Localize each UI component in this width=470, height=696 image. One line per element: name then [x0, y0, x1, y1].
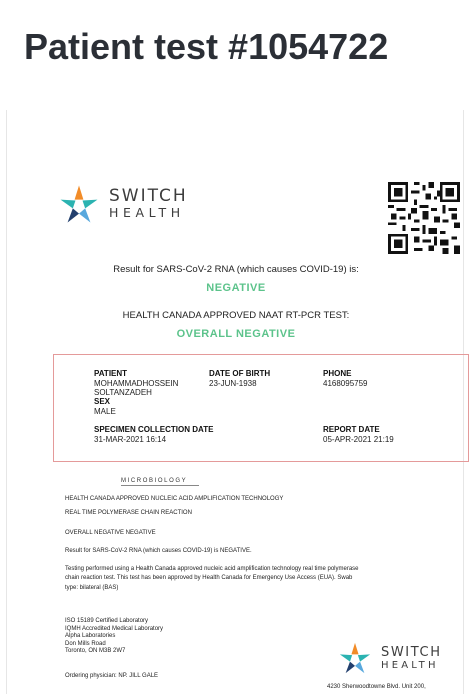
test-report-document [6, 110, 464, 694]
lab-line-2: IQMH Accredited Medical Laboratory [65, 625, 164, 632]
patient-name-line1: MOHAMMADHOSSEIN [94, 379, 179, 388]
switch-health-logo [57, 182, 188, 226]
method-line2: REAL TIME POLYMERASE CHAIN REACTION [65, 510, 192, 516]
dob-label: DATE OF BIRTH [209, 369, 271, 378]
result-intro: Result for SARS-CoV-2 RNA (which causes COVID-19) is: [113, 264, 359, 275]
patient-info-box [53, 354, 469, 462]
switch-health-star-icon [337, 640, 373, 676]
lab-line-4: Don Mills Road [65, 640, 106, 647]
sex-label: SEX [94, 397, 111, 406]
footer-address: 4230 Sherwoodtowne Blvd. Unit 200, [327, 684, 426, 690]
phone-value: 4168095759 [323, 379, 368, 388]
result-statement: Result for SARS-CoV-2 RNA (which causes COVID-19) is NEGATIVE. [65, 548, 252, 554]
section-heading-microbiology: MICROBIOLOGY [121, 478, 188, 484]
patient-label: PATIENT [94, 369, 128, 378]
brand-name-line1: SWITCH [109, 186, 188, 207]
overall-result-value: OVERALL NEGATIVE [176, 328, 296, 340]
dob-value: 23-JUN-1938 [209, 379, 257, 388]
qr-code-icon [388, 182, 460, 254]
result-value: NEGATIVE [206, 282, 266, 294]
page-title: Patient test #1054722 [24, 26, 389, 67]
specimen-date-value: 31-MAR-2021 16:14 [94, 435, 167, 444]
switch-health-footer-logo [337, 640, 442, 676]
lab-line-1: ISO 15189 Certified Laboratory [65, 618, 149, 624]
lab-line-5: Toronto, ON M3B 2W7 [65, 648, 126, 655]
footer-brand-name-line2: HEALTH [381, 659, 439, 671]
method-line1: HEALTH CANADA APPROVED NUCLEIC ACID AMPLIFICATION TECHNOLOGY [65, 496, 284, 502]
switch-health-star-icon [57, 182, 101, 226]
lab-info [65, 618, 163, 656]
overall-negative-line: OVERALL NEGATIVE NEGATIVE [65, 530, 156, 536]
naat-test-title: HEALTH CANADA APPROVED NAAT RT-PCR TEST: [122, 310, 350, 321]
patient-name-line2: SOLTANZADEH [94, 388, 152, 397]
brand-name-line2: HEALTH [109, 205, 185, 221]
test-description-paragraph: Testing performed using a Health Canada approved nucleic acid amplification technology real time polymerase chain reaction test. This test has been approved by Health Canada for Emergency Use Access (EUA). Swab type: bilateral (BAS) [65, 566, 359, 591]
report-date-label: REPORT DATE [323, 425, 380, 434]
phone-label: PHONE [323, 369, 352, 378]
ordering-physician: Ordering physician: NP. JILL GALE [65, 673, 159, 679]
specimen-date-label: SPECIMEN COLLECTION DATE [94, 425, 214, 434]
section-underline [121, 485, 199, 486]
footer-brand-name-line1: SWITCH [381, 644, 442, 660]
report-date-value: 05-APR-2021 21:19 [323, 435, 394, 444]
lab-line-3: Alpha Laboratories [65, 633, 116, 640]
sex-value: MALE [94, 407, 116, 416]
